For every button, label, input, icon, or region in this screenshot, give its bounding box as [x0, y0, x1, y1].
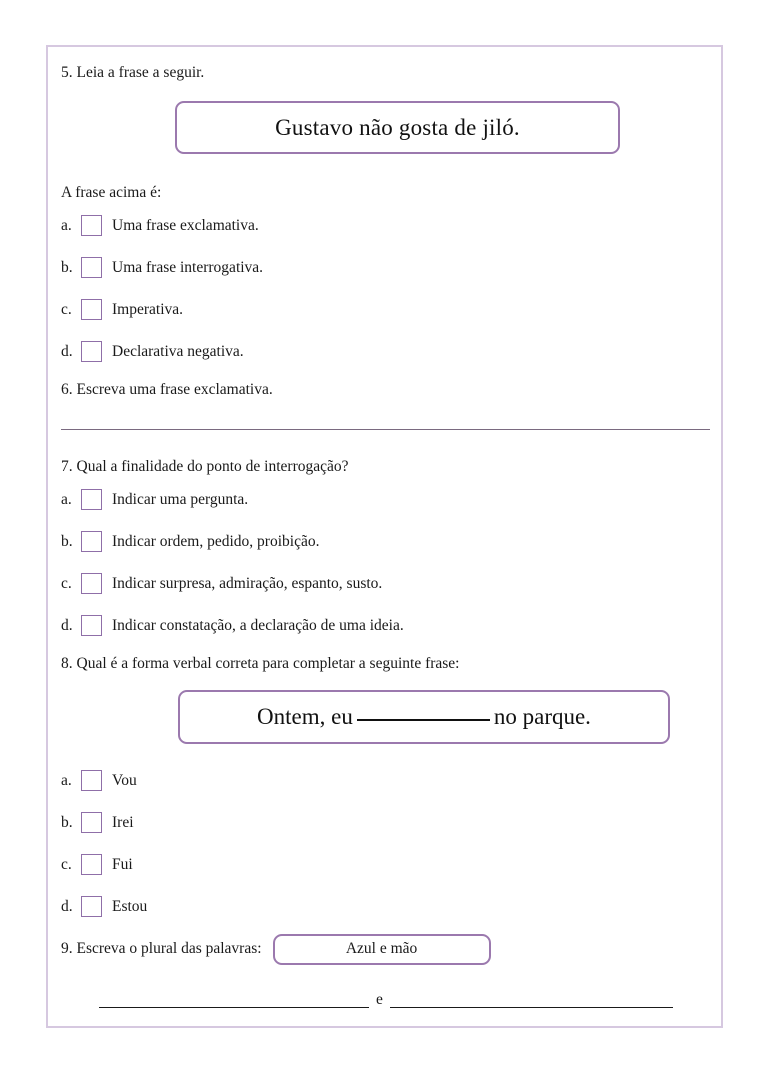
option-row[interactable] [61, 531, 708, 553]
option-row[interactable] [61, 341, 708, 363]
option-label: Indicar surpresa, admiração, espanto, susto. [112, 574, 383, 592]
option-label: Vou [112, 771, 137, 789]
option-letter: c. [61, 300, 72, 318]
option-letter: d. [61, 897, 73, 915]
option-row[interactable] [61, 299, 708, 321]
option-letter: b. [61, 258, 73, 276]
option-row[interactable] [61, 812, 708, 834]
option-row[interactable] [61, 573, 708, 595]
option-letter: a. [61, 771, 72, 789]
option-letter: c. [61, 855, 72, 873]
question-5-prompt: 5. Leia a frase a seguir. [61, 64, 205, 81]
question-8-options [61, 770, 708, 918]
question-5-lead-in: A frase acima é: [61, 184, 162, 202]
question-5-options [61, 215, 708, 363]
answer-blank-second[interactable] [390, 990, 673, 1008]
option-letter: b. [61, 813, 73, 831]
checkbox[interactable] [81, 299, 102, 320]
checkbox[interactable] [81, 531, 102, 552]
option-row[interactable] [61, 854, 708, 876]
option-row[interactable] [61, 615, 708, 637]
question-9-word-box [273, 934, 491, 965]
option-label: Estou [112, 897, 148, 915]
option-letter: c. [61, 574, 72, 592]
option-label: Irei [112, 813, 134, 831]
option-label: Indicar uma pergunta. [112, 490, 249, 508]
option-row[interactable] [61, 896, 708, 918]
option-letter: b. [61, 532, 73, 550]
checkbox[interactable] [81, 489, 102, 510]
option-label: Uma frase interrogativa. [112, 258, 264, 276]
question-8-sentence-before: Ontem, eu [257, 703, 353, 729]
option-row[interactable] [61, 489, 708, 511]
checkbox[interactable] [81, 770, 102, 791]
question-5-sentence-box [175, 101, 620, 154]
option-row[interactable] [61, 770, 708, 792]
option-letter: d. [61, 616, 73, 634]
option-label: Uma frase exclamativa. [112, 216, 259, 234]
option-letter: d. [61, 342, 73, 360]
question-8-prompt: 8. Qual é a forma verbal correta para completar a seguinte frase: [61, 654, 460, 672]
worksheet-page [46, 45, 723, 1028]
option-label: Declarativa negativa. [112, 342, 244, 360]
question-5-sentence-text: Gustavo não gosta de jiló. [275, 114, 520, 140]
worksheet-content [48, 47, 721, 1026]
option-row[interactable] [61, 257, 708, 279]
checkbox[interactable] [81, 812, 102, 833]
option-label: Indicar constatação, a declaração de uma ideia. [112, 616, 404, 634]
question-7-prompt: 7. Qual a finalidade do ponto de interrogação? [61, 458, 349, 476]
option-letter: a. [61, 490, 72, 508]
checkbox[interactable] [81, 341, 102, 362]
question-6-prompt: 6. Escreva uma frase exclamativa. [61, 380, 273, 398]
option-label: Fui [112, 855, 133, 873]
answer-separator: e [376, 991, 383, 1009]
question-9-prompt: 9. Escreva o plural das palavras: [61, 940, 262, 958]
checkbox[interactable] [81, 615, 102, 636]
answer-blank-first[interactable] [99, 990, 369, 1008]
question-7-options [61, 489, 708, 637]
option-letter: a. [61, 216, 72, 234]
question-8-sentence-box [178, 690, 670, 744]
checkbox[interactable] [81, 896, 102, 917]
option-label: Indicar ordem, pedido, proibição. [112, 532, 320, 550]
option-row[interactable] [61, 215, 708, 237]
checkbox[interactable] [81, 257, 102, 278]
question-9-row [61, 934, 708, 965]
question-8-sentence-after: no parque. [493, 703, 591, 729]
question-9-answer-row [61, 990, 708, 1008]
option-label: Imperativa. [112, 300, 184, 318]
question-8-sentence-text [257, 704, 591, 730]
section-divider [61, 429, 710, 430]
question-9-words: Azul e mão [345, 940, 418, 958]
checkbox[interactable] [81, 215, 102, 236]
checkbox[interactable] [81, 573, 102, 594]
fill-in-blank[interactable] [357, 719, 490, 721]
checkbox[interactable] [81, 854, 102, 875]
